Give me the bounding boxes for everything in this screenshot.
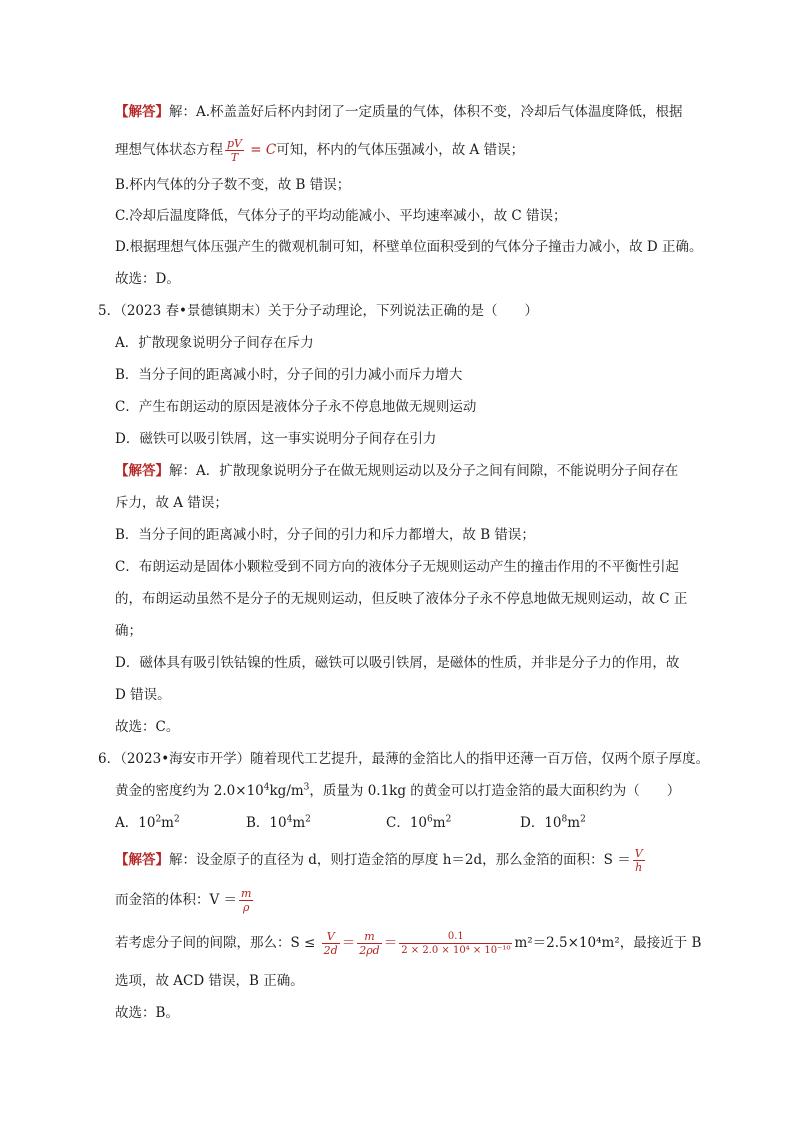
q5-answer-c2: 的，布朗运动虽然不是分子的无规则运动，但反映了液体分子永不停息地做无规则运动，故 C 正 bbox=[115, 591, 688, 607]
q6-option-c: C．$10^6m^2$ bbox=[386, 814, 452, 831]
answer-tag: 【解答】 bbox=[115, 463, 169, 479]
q5-answer-line-2: 斥力，故 A 错误； bbox=[115, 495, 228, 511]
q4-answer-line-1: 【解答】解：A.杯盖盖好后杯内封闭了一定质量的气体，体积不变，冷却后气体温度降低，根据 bbox=[115, 104, 683, 120]
q5-option-c: C．产生布朗运动的原因是液体分子永不停息地做无规则运动 bbox=[115, 399, 477, 415]
q5-answer-c3: 确； bbox=[115, 623, 142, 639]
formula-fraction: $\frac{0.1}{\text{2 × 2.0 × 10⁴ × 10⁻¹⁰}}$ bbox=[401, 931, 511, 956]
formula-fraction: $\frac{m}{2\rho d}$ bbox=[359, 930, 380, 957]
q6-option-b: B．$10^4m^2$ bbox=[246, 814, 311, 831]
q4-answer-d: D.根据理想气体压强产生的微观机制可知，杯壁单位面积受到的气体分子撞击力减小，故 D 正确。 bbox=[115, 239, 703, 255]
formula-fraction: $\frac{m}{\rho}$ bbox=[241, 887, 252, 914]
formula-fraction: $\frac{pV}{T}$ bbox=[227, 137, 242, 164]
q6-answer-line-2: 而金箔的体积：V ＝ $\frac{m}{\rho}$ bbox=[115, 887, 252, 914]
answer-tag: 【解答】 bbox=[115, 852, 169, 868]
q6-option-a: A．$10^2m^2$ bbox=[115, 814, 180, 831]
q6-stem-line-1: 6．（2023•海安市开学）随着现代工艺提升，最薄的金箔比人的指甲还薄一百万倍，仅两个原子厚度。 bbox=[98, 751, 710, 767]
q5-answer-d2: D 错误。 bbox=[115, 687, 171, 703]
q5-option-a: A．扩散现象说明分子间存在斥力 bbox=[115, 335, 314, 351]
q5-answer-b: B．当分子间的距离减小时，分子间的引力和斥力都增大，故 B 错误； bbox=[115, 527, 535, 543]
q6-answer-line-1: 【解答】解：设金原子的直径为 d，则打造金箔的厚度 h＝2d，那么金箔的面积：S ＝ $\frac{V}{h}$ bbox=[115, 847, 643, 874]
q6-stem-line-2: 黄金的密度约为 $2.0\times 10^4kg/m^3$，质量为 0.1kg 的黄金可以打造金箔的最大面积约为（ ） bbox=[115, 782, 681, 799]
q5-answer-c1: C．布朗运动是固体小颗粒受到不同方向的液体分子无规则运动产生的撞击作用的不平衡性引起 bbox=[115, 559, 679, 575]
q6-choose: 故选：B。 bbox=[115, 1005, 179, 1021]
q5-option-d: D．磁铁可以吸引铁屑，这一事实说明分子间存在引力 bbox=[115, 431, 437, 447]
q5-option-b: B．当分子间的距离减小时，分子间的引力减小而斥力增大 bbox=[115, 367, 463, 383]
q4-answer-b: B.杯内气体的分子数不变，故 B 错误； bbox=[115, 177, 351, 193]
q5-choose: 故选：C。 bbox=[115, 719, 180, 735]
q5-answer-d1: D．磁体具有吸引铁钴镍的性质，磁铁可以吸引铁屑，是磁体的性质，并非是分子力的作用，故 bbox=[115, 655, 680, 671]
q6-answer-line-4: 选项，故 ACD 错误，B 正确。 bbox=[115, 973, 304, 989]
answer-tag: 【解答】 bbox=[115, 104, 169, 120]
q6-option-d: D．$10^8m^2$ bbox=[520, 814, 586, 831]
formula-fraction: $\frac{V}{h}$ bbox=[634, 847, 643, 874]
q4-answer-line-2: 理想气体状态方程 $\frac{pV}{T}$ = C可知，杯内的气体压强减小，故 A 错误； bbox=[115, 137, 525, 164]
q5-stem: 5．（2023 春•景德镇期末）关于分子动理论，下列说法正确的是（ ） bbox=[98, 303, 538, 319]
q4-answer-c: C.冷却后温度降低，气体分子的平均动能减小、平均速率减小，故 C 错误； bbox=[115, 208, 567, 224]
q6-answer-line-3: 若考虑分子间的间隙，那么：S ≤ $\frac{V}{2d}$ ＝ $\frac{m}{2\rho d}$ ＝ $\frac{0.1}{\text{2 × 2.0 × 10⁴ × 10⁻¹⁰}}$ m²＝2.5×10⁴m²，最接近于 B bbox=[115, 930, 702, 957]
q5-answer-line-1: 【解答】解：A．扩散现象说明分子在做无规则运动以及分子之间有间隙，不能说明分子间存在 bbox=[115, 463, 679, 479]
formula-fraction: $\frac{V}{2d}$ bbox=[323, 930, 338, 957]
q4-choose: 故选：D。 bbox=[115, 271, 180, 287]
